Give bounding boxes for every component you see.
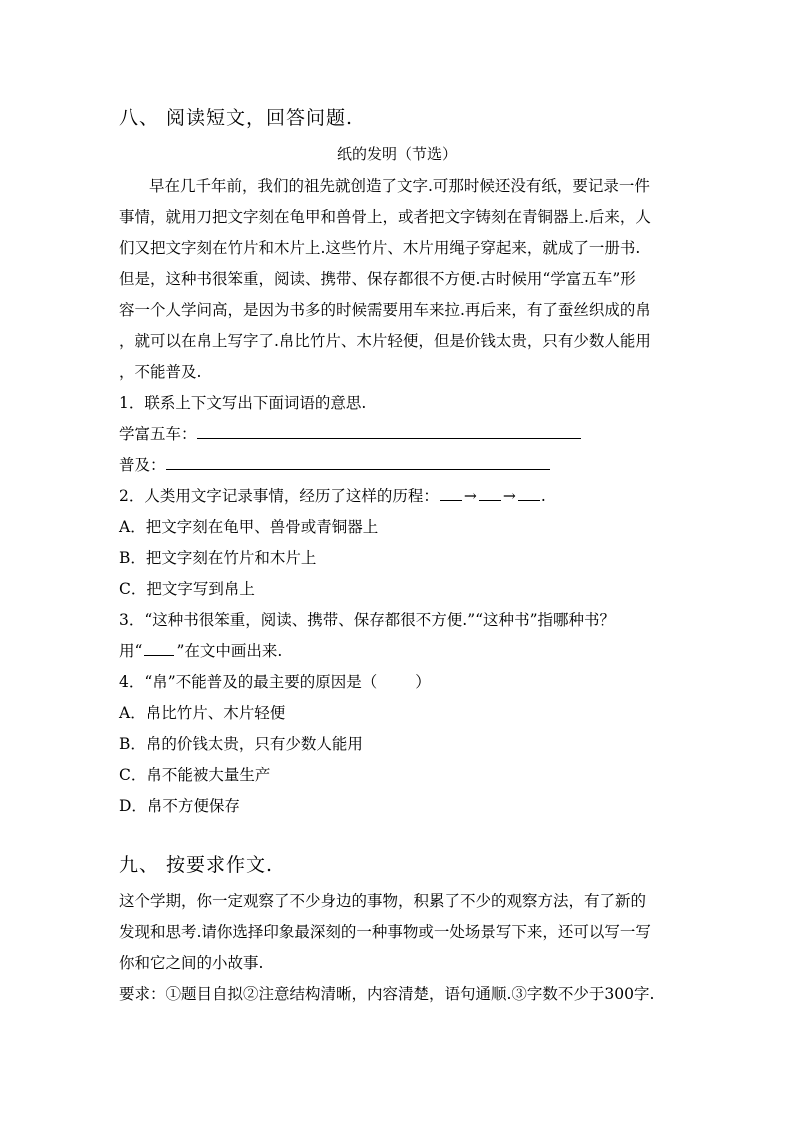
arrow-icon: →	[463, 487, 477, 505]
passage-title: 纸的发明（节选）	[336, 145, 457, 163]
question-1-item-1	[119, 424, 581, 444]
passage-line: ，不能普及.	[119, 363, 202, 381]
answer-line[interactable]	[166, 455, 550, 470]
question-4: 4．“帛”不能普及的最主要的原因是（ ）	[119, 673, 431, 691]
passage-line: 早在几千年前，我们的祖先就创造了文字.可那时候还没有纸，要记录一件	[149, 177, 650, 195]
passage-line: 容一个人学问高，是因为书多的时候需要用车来拉.再后来，有了蚕丝织成的帛	[119, 301, 651, 319]
answer-blank[interactable]	[518, 487, 540, 501]
section-8-heading: 八、 阅读短文，回答问题.	[119, 107, 354, 129]
section-9-heading: 九、 按要求作文.	[119, 854, 274, 876]
option-item: D．帛不方便保存	[119, 797, 240, 815]
option-item: B．帛的价钱太贵，只有少数人能用	[119, 735, 363, 753]
underline-sample	[144, 642, 174, 656]
passage-line: 事情，就用刀把文字刻在龟甲和兽骨上，或者把文字铸刻在青铜器上.后来，人	[119, 208, 651, 226]
option-item: A．帛比竹片、木片轻便	[119, 704, 286, 722]
option-item: B．把文字刻在竹片和木片上	[119, 549, 317, 567]
question-1: 1．联系上下文写出下面词语的意思.	[119, 394, 367, 412]
option-item: C．把文字写到帛上	[119, 580, 255, 598]
item-label: 学富五车：	[119, 425, 197, 443]
essay-line: 发现和思考.请你选择印象最深刻的一种事物或一处场景写下来，还可以写一写	[119, 923, 651, 941]
option-item: C．帛不能被大量生产	[119, 766, 271, 784]
option-item: A．把文字刻在龟甲、兽骨或青铜器上	[119, 518, 379, 536]
arrow-icon: →	[502, 487, 516, 505]
question-3-line-2: 用“ ”在文中画出来.	[119, 642, 283, 660]
passage-line: ，就可以在帛上写字了.帛比竹片、木片轻便，但是价钱太贵，只有少数人能用	[119, 332, 651, 350]
question-2: 2．人类用文字记录事情，经历了这样的历程： → → .	[119, 487, 546, 505]
question-1-item-2	[119, 455, 550, 475]
answer-blank[interactable]	[479, 487, 501, 501]
passage-line: 们又把文字刻在竹片和木片上.这些竹片、木片用绳子穿起来，就成了一册书.	[119, 239, 641, 257]
question-2-text: 2．人类用文字记录事情，经历了这样的历程：	[119, 487, 439, 505]
item-label: 普及：	[119, 456, 166, 474]
essay-line: 这个学期，你一定观察了不少身边的事物，积累了不少的观察方法，有了新的	[119, 892, 647, 910]
answer-blank[interactable]	[440, 487, 462, 501]
answer-line[interactable]	[197, 424, 581, 439]
essay-requirements: 要求：①题目自拟②注意结构清晰，内容清楚，语句通顺.③字数不少于300字.	[119, 985, 655, 1003]
essay-line: 你和它之间的小故事.	[119, 954, 264, 972]
passage-line: 但是，这种书很笨重，阅读、携带、保存都很不方便.古时候用“学富五车”形	[119, 270, 636, 288]
question-3-line-1: 3．“这种书很笨重，阅读、携带、保存都很不方便.”“这种书”指哪种书？	[119, 611, 615, 629]
